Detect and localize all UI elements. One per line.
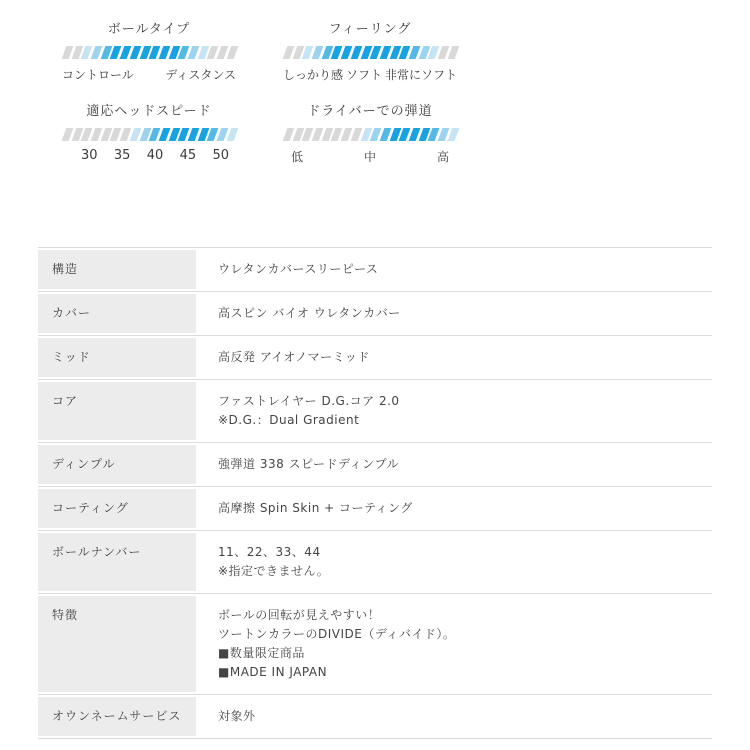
rating-scale-label: 40 (146, 148, 164, 163)
spec-row (38, 291, 712, 335)
rating-title: ドライバーでの弾道 (307, 104, 433, 119)
spec-value-line: 対象外 (218, 709, 256, 723)
rating-scale-label: 50 (212, 148, 229, 163)
rating-title: 適応ヘッドスピード (86, 104, 212, 119)
rating-bar-segment (226, 46, 238, 59)
spec-value-cell (196, 336, 712, 379)
spec-value-cell (196, 594, 712, 694)
spec-value-cell (196, 443, 712, 486)
rating-bar-segment (447, 128, 459, 141)
rating-scale-label: ソフト (345, 68, 382, 82)
rating-widget (283, 18, 457, 83)
spec-value-cell (196, 248, 712, 291)
rating-scale-label: 非常にソフト (384, 68, 457, 82)
spec-value-line: ※指定できません。 (218, 564, 330, 578)
rating-bar (283, 46, 457, 59)
rating-bar (283, 128, 457, 141)
rating-scale-label: ディスタンス (165, 68, 236, 82)
rating-widgets-section (0, 0, 750, 165)
rating-scale-label: 30 (81, 148, 98, 163)
spec-value-line: ツートンカラーのDIVIDE（ディバイド）。 (218, 627, 456, 641)
spec-row (38, 694, 712, 738)
spec-label-cell: 構造 (38, 250, 196, 289)
spec-value-cell (196, 292, 712, 335)
rating-scale-label: コントロール (62, 68, 134, 82)
spec-label-cell: ディンプル (38, 445, 196, 484)
spec-row (38, 486, 712, 530)
spec-value-cell (196, 487, 712, 530)
rating-widget (62, 18, 236, 83)
spec-value-line: 高摩擦 Spin Skin + コーティング (218, 501, 413, 515)
spec-value-line: 11、22、33、44 (218, 545, 321, 559)
spec-value-line: ■MADE IN JAPAN (218, 665, 328, 679)
spec-label-cell: コーティング (38, 489, 196, 528)
rating-title: ボールタイプ (107, 22, 191, 37)
spec-label-cell: ボールナンバー (38, 533, 196, 591)
spec-row (38, 335, 712, 379)
rating-scale-label: 中 (363, 150, 376, 164)
rating-bar-segment (447, 46, 459, 59)
spec-label-cell: カバー (38, 294, 196, 333)
spec-row (38, 379, 712, 442)
spec-value-line: ■数量限定商品 (218, 646, 305, 660)
spec-value-line: ボールの回転が見えやすい！ (218, 608, 381, 622)
rating-scale-labels (283, 66, 457, 83)
rating-scale-label: しっかり感 (283, 68, 344, 82)
spec-row (38, 248, 712, 291)
rating-scale-label: 低 (291, 150, 304, 164)
spec-label-cell: オウンネームサービス (38, 697, 196, 736)
spec-value-cell (196, 380, 712, 442)
spec-value-line: 高反発 アイオノマーミッド (218, 350, 370, 364)
spec-value-line: 強弾道 338 スピードディンプル (218, 457, 400, 471)
rating-title: フィーリング (328, 22, 412, 37)
rating-scale-labels (283, 148, 457, 165)
spec-value-line: 高スピン バイオ ウレタンカバー (218, 306, 401, 320)
spec-value-cell (196, 695, 712, 738)
spec-row (38, 593, 712, 694)
rating-scale-labels (62, 148, 236, 163)
rating-bar (62, 128, 236, 141)
spec-value-line: ※D.G.：Dual Gradient (218, 413, 360, 427)
spec-value-line: ウレタンカバースリーピース (218, 262, 379, 276)
spec-row (38, 442, 712, 486)
spec-row (38, 530, 712, 593)
rating-widget (283, 100, 457, 165)
rating-scale-label: 高 (436, 150, 449, 164)
spec-value-cell (196, 531, 712, 593)
rating-bar-segment (226, 128, 238, 141)
rating-bar (62, 46, 236, 59)
spec-table (38, 247, 712, 739)
spec-label-cell: 特徴 (38, 596, 196, 692)
rating-scale-labels (62, 66, 236, 83)
spec-label-cell: ミッド (38, 338, 196, 377)
spec-value-line: ファストレイヤー D.G.コア 2.0 (218, 394, 400, 408)
rating-scale-label: 35 (113, 148, 131, 163)
rating-scale-label: 45 (179, 148, 197, 163)
spec-label-cell: コア (38, 382, 196, 440)
rating-widget (62, 100, 236, 165)
